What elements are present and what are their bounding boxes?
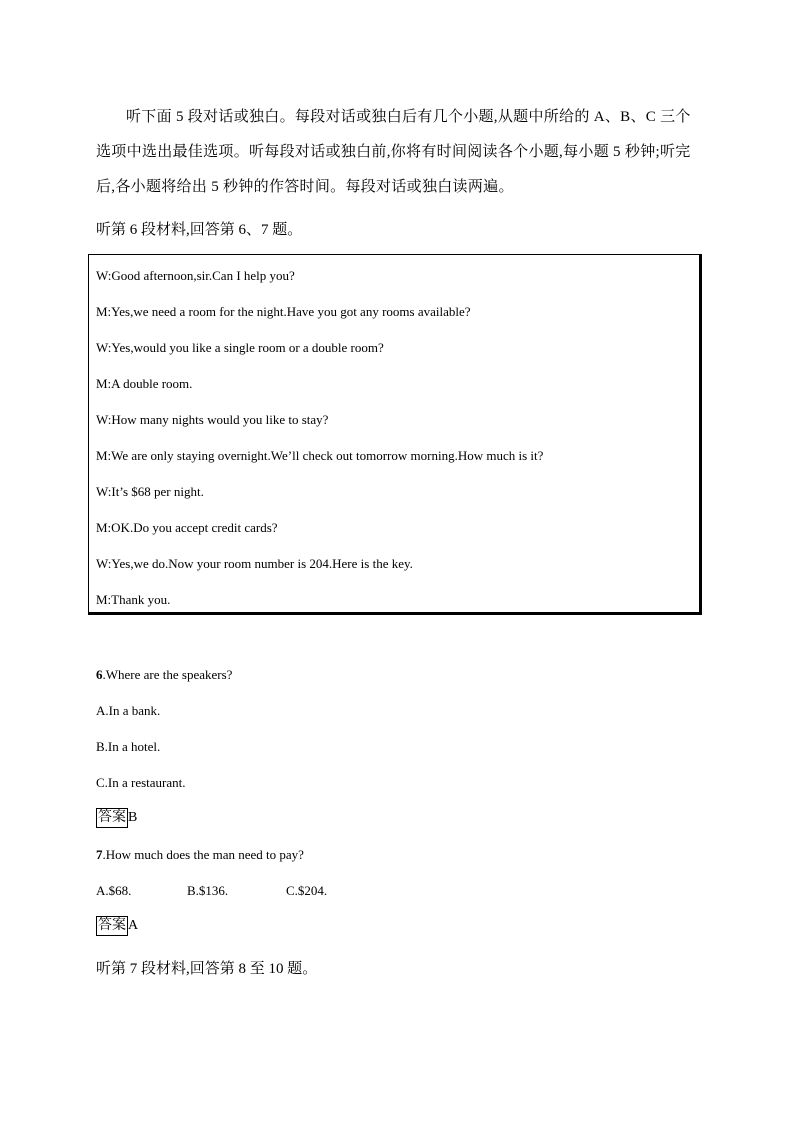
instructions-paragraph: 听下面 5 段对话或独白。每段对话或独白后有几个小题,从题中所给的 A、B、C 三个选项中选出最佳选项。听每段对话或独白前,你将有时间阅读各个小题,每小题 5 秒钟;听完后,各小题将给出 5 秒钟的作答时间。每段对话或独白读两遍。 <box>96 109 691 195</box>
question-number: 6 <box>96 667 103 682</box>
question-6-option-a: A.In a bank. <box>96 703 161 718</box>
question-7-answer <box>96 916 138 936</box>
dialogue-line: W:Yes,would you like a single room or a double room? <box>96 340 384 355</box>
answer-value: A <box>128 918 139 933</box>
dialogue-line: M:Thank you. <box>96 592 171 607</box>
answer-label: 答案 <box>96 808 128 828</box>
section-7-title: 听第 7 段材料,回答第 8 至 10 题。 <box>96 961 318 977</box>
question-7 <box>96 846 304 864</box>
dialogue-line: W:Good afternoon,sir.Can I help you? <box>96 268 295 283</box>
question-7-option-b: B.$136. <box>187 883 229 898</box>
question-text: .How much does the man need to pay? <box>102 847 304 862</box>
question-7-option-c: C.$204. <box>286 883 328 898</box>
answer-label: 答案 <box>96 916 128 936</box>
section-6-title: 听第 6 段材料,回答第 6、7 题。 <box>96 222 303 238</box>
dialogue-line: M:OK.Do you accept credit cards? <box>96 520 278 535</box>
answer-value: B <box>128 810 138 825</box>
dialogue-line: M:A double room. <box>96 376 193 391</box>
dialogue-line: M:Yes,we need a room for the night.Have you got any rooms available? <box>96 304 471 319</box>
question-7-option-a: A.$68. <box>96 883 132 898</box>
question-number: 7 <box>96 847 103 862</box>
dialogue-transcript-box <box>88 254 702 615</box>
dialogue-line: M:We are only staying overnight.We’ll check out tomorrow morning.How much is it? <box>96 448 544 463</box>
question-6-answer <box>96 808 137 828</box>
question-6-option-b: B.In a hotel. <box>96 739 161 754</box>
question-6 <box>96 666 232 684</box>
dialogue-line: W:It’s $68 per night. <box>96 484 204 499</box>
question-6-option-c: C.In a restaurant. <box>96 775 186 790</box>
dialogue-line: W:Yes,we do.Now your room number is 204.Here is the key. <box>96 556 413 571</box>
question-text: .Where are the speakers? <box>102 667 233 682</box>
question-7-options <box>96 882 327 900</box>
dialogue-line: W:How many nights would you like to stay? <box>96 412 329 427</box>
